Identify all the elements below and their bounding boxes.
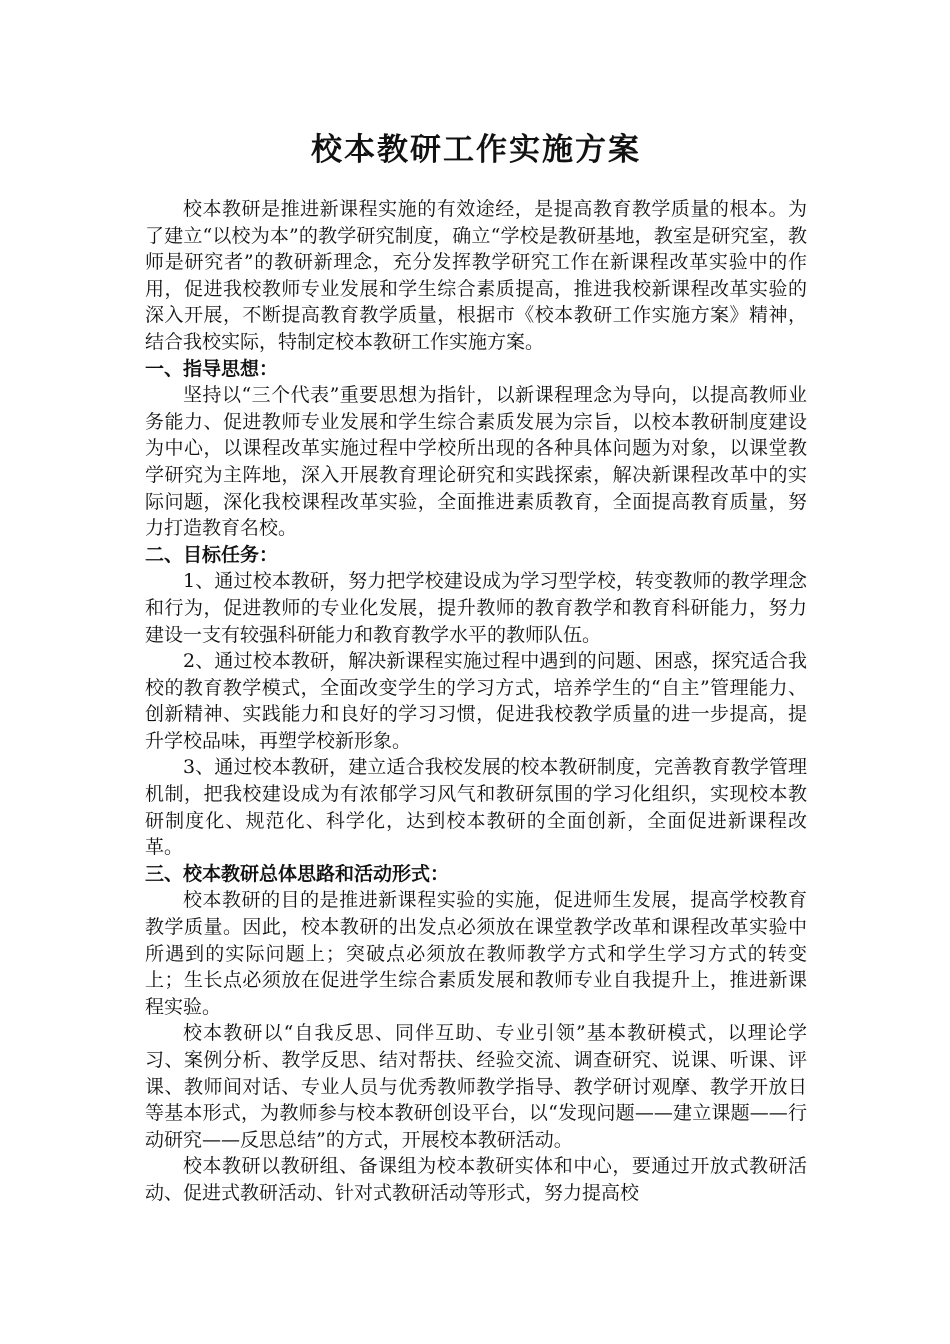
section-overall-approach [145,861,807,1207]
section-goals [145,542,807,861]
section-paragraph: 校本教研的目的是推进新课程实验的实施，促进师生发展，提高学校教育教学质量。因此，校本教研的出发点必须放在课堂教学改革和课程改革实验中所遇到的实际问题上；突破点必须放在教师教学方式和学生学习方式的转变上；生长点必须放在促进学生综合素质发展和教师专业自我提升上，推进新课程实验。 [145,889,807,1018]
section-paragraph: 坚持以“三个代表”重要思想为指针，以新课程理念为导向，以提高教师业务能力、促进教师专业发展和学生综合素质发展为宗旨，以校本教研制度建设为中心，以课程改革实施过程中学校所出现的各种具体问题为对象，以课堂教学研究为主阵地，深入开展教育理论研究和实践探索，解决新课程改革中的实际问题，深化我校课程改革实验，全面推进素质教育，全面提高教育质量，努力打造教育名校。 [145,384,807,540]
section-heading: 三、校本教研总体思路和活动形式： [145,862,450,885]
section-paragraph: 3、通过校本教研，建立适合我校发展的校本教研制度，完善教育教学管理机制，把我校建设成为有浓郁学习风气和教研氛围的学习化组织，实现校本教研制度化、规范化、科学化，达到校本教研的全面创新，全面促进新课程改革。 [145,756,807,859]
intro-paragraph: 校本教研是推进新课程实施的有效途经，是提高教育教学质量的根本。为了建立“以校为本”的教学研究制度，确立“学校是教研基地，教室是研究室，教师是研究者”的教研新理念，充分发挥教学研究工作在新课程改革实验中的作用，促进我校教师专业发展和学生综合素质提高，推进我校新课程改革实验的深入开展，不断提高教育教学质量，根据市《校本教研工作实施方案》精神，结合我校实际，特制定校本教研工作实施方案。 [145,198,807,353]
document-title: 校本教研工作实施方案 [311,132,641,168]
document-page [145,128,807,1207]
section-heading: 二、目标任务： [145,543,279,566]
section-paragraph: 2、通过校本教研，解决新课程实施过程中遇到的问题、困惑，探究适合我校的教育教学模式，全面改变学生的学习方式，培养学生的“自主”管理能力、创新精神、实践能力和良好的学习习惯，促进我校教学质量的进一步提高，提升学校品味，再塑学校新形象。 [145,650,807,752]
section-paragraph: 1、通过校本教研，努力把学校建设成为学习型学校，转变教师的教学理念和行为，促进教师的专业化发展，提升教师的教育教学和教育科研能力，努力建设一支有较强科研能力和教育教学水平的教师队伍。 [145,570,807,646]
section-guiding-ideology [145,356,807,542]
section-paragraph: 校本教研以“自我反思、同伴互助、专业引领”基本教研模式，以理论学习、案例分析、教学反思、结对帮扶、经验交流、调查研究、说课、听课、评课、教师间对话、专业人员与优秀教师教学指导、教学研讨观摩、教学开放日等基本形式，为教师参与校本教研创设平台，以“发现问题——建立课题——行动研究——反思总结”的方式，开展校本教研活动。 [145,1022,807,1151]
section-heading: 一、指导思想： [145,357,279,380]
section-paragraph: 校本教研以教研组、备课组为校本教研实体和中心，要通过开放式教研活动、促进式教研活动、针对式教研活动等形式，努力提高校 [145,1155,807,1204]
